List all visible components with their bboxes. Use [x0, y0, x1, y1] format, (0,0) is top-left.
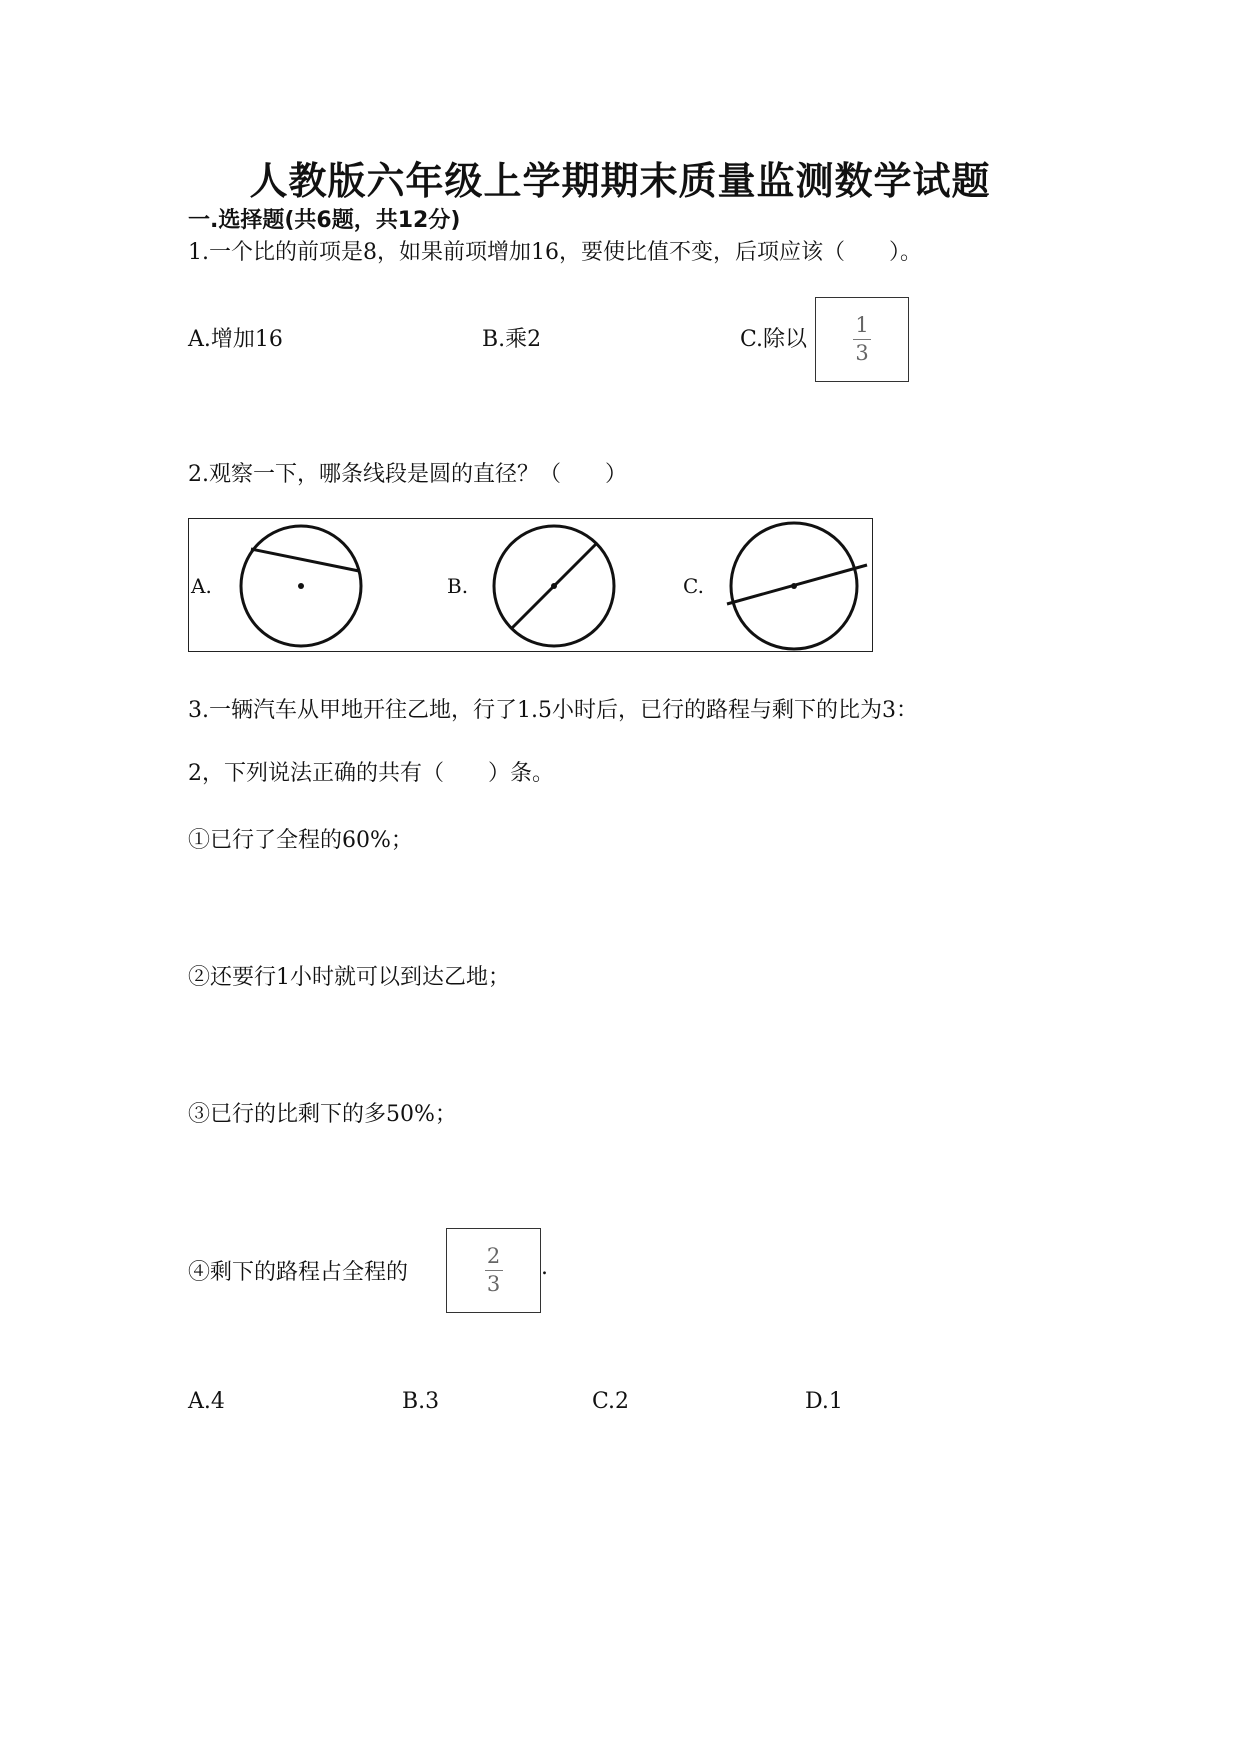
q3-option-d: D.1 [805, 1389, 843, 1414]
circles-figure [188, 518, 873, 652]
circles-svg [189, 519, 874, 653]
question-2-text: 2.观察一下，哪条线段是圆的直径？（ ） [188, 462, 627, 487]
figure-label-a: A. [191, 574, 212, 598]
q1-option-c: C.除以 [740, 327, 808, 352]
question-3-line-1: 3.一辆汽车从甲地开往乙地，行了1.5小时后，已行的路程与剩下的比为3： [188, 698, 918, 723]
q3-statement-4: ④剩下的路程占全程的 [188, 1260, 409, 1285]
circle-c-line [727, 565, 867, 604]
fraction-bar [853, 339, 871, 340]
question-1-text: 1.一个比的前项是8，如果前项增加16，要使比值不变，后项应该（ ）。 [188, 240, 922, 265]
fraction-bar [485, 1270, 503, 1271]
q3-option-b: B.3 [402, 1389, 440, 1414]
q1-fraction-denominator: 3 [855, 341, 869, 365]
q3-fraction-box [446, 1228, 541, 1313]
q1-fraction-box [815, 297, 909, 382]
figure-label-b: B. [447, 574, 469, 598]
circle-a-center [298, 583, 304, 589]
q1-option-b: B.乘2 [482, 327, 542, 352]
q3-statement-4-end: . [541, 1255, 548, 1280]
circle-a-chord [251, 549, 359, 571]
section-heading: 一.选择题(共6题，共12分) [188, 208, 461, 233]
q3-statement-2: ②还要行1小时就可以到达乙地； [188, 965, 510, 990]
page-title: 人教版六年级上学期期末质量监测数学试题 [249, 159, 991, 203]
q3-fraction-numerator: 2 [486, 1244, 501, 1268]
q3-fraction-denominator: 3 [486, 1272, 501, 1296]
q3-option-a: A.4 [188, 1389, 225, 1414]
q3-option-c: C.2 [592, 1389, 630, 1414]
circle-b-center [551, 583, 557, 589]
q1-option-a: A.增加16 [188, 327, 283, 352]
q3-statement-3: ③已行的比剩下的多50%； [188, 1102, 457, 1127]
figure-label-c: C. [683, 574, 704, 598]
q1-fraction-numerator: 1 [855, 313, 869, 337]
circle-c-center [791, 583, 797, 589]
question-3-line-2: 2，下列说法正确的共有（ ）条。 [188, 761, 554, 786]
q3-statement-1: ①已行了全程的60%； [188, 828, 413, 853]
